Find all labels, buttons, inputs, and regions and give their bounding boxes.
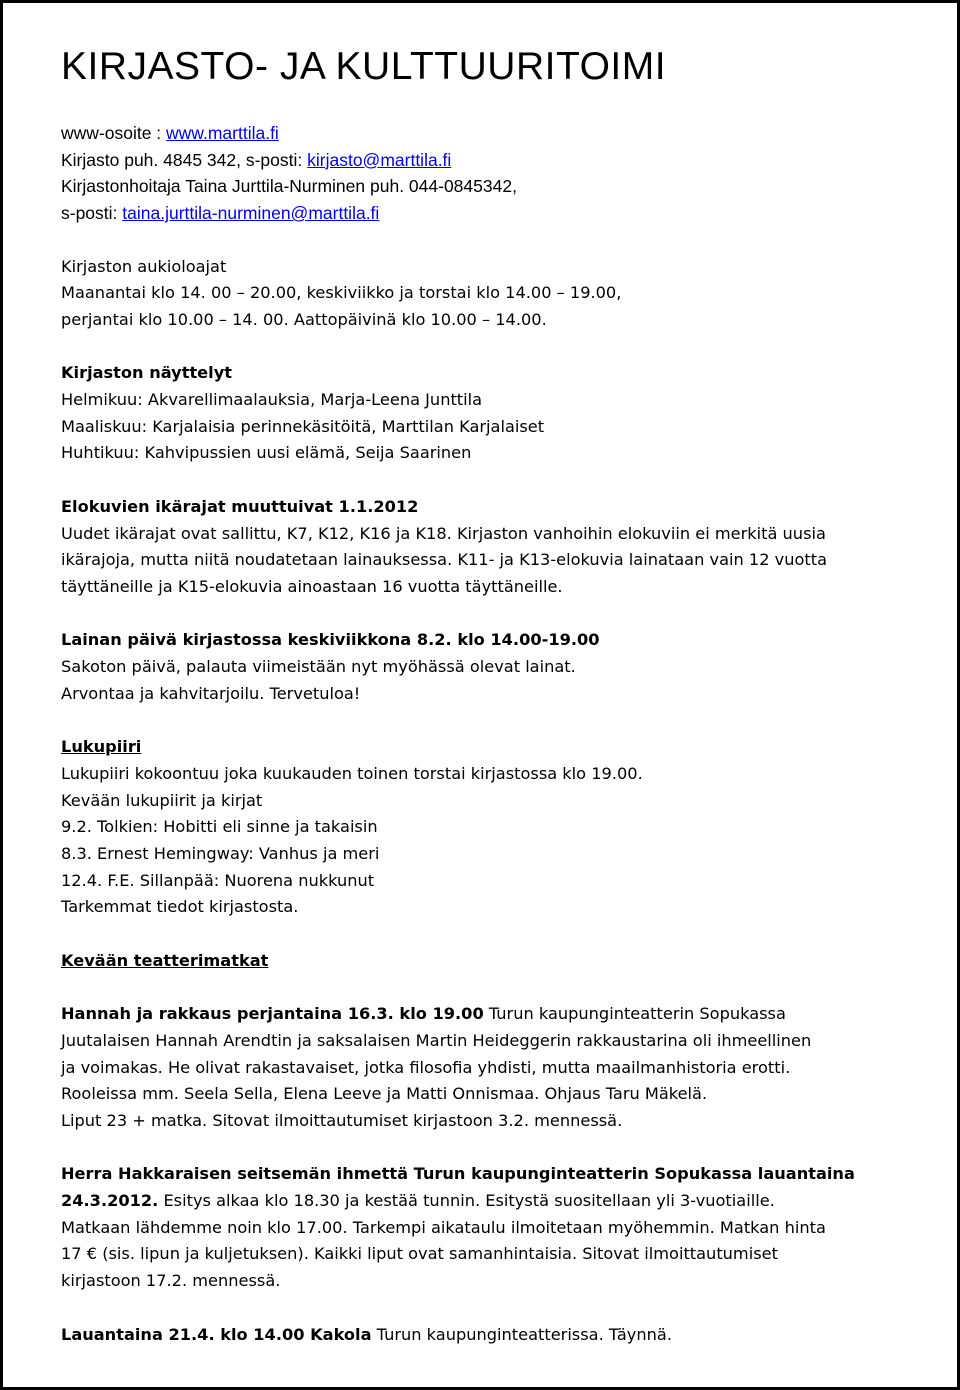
spacer [61, 921, 937, 948]
spacer [61, 467, 937, 494]
reading-circle-book: 8.3. Ernest Hemingway: Vanhus ja meri [61, 843, 380, 863]
www-label: www-osoite : [61, 123, 167, 143]
exhibitions-heading: Kirjaston näyttelyt [61, 363, 232, 383]
kakola-line [61, 1322, 937, 1349]
reading-circle-line: Tarkemmat tiedot kirjastosta. [61, 897, 299, 917]
age-limits-line: Uudet ikärajat ovat sallittu, K7, K12, K16 ja K18. Kirjaston vanhoihin elokuviin ei merkitä uusia [61, 523, 826, 543]
hannah-line: Rooleissa mm. Seela Sella, Elena Leeve ja Matti Onnismaa. Ohjaus Taru Mäkelä. [61, 1084, 708, 1104]
spacer [61, 601, 937, 628]
loan-day-heading: Lainan päivä kirjastossa keskiviikkona 8.2. klo 14.00-19.00 [61, 630, 600, 650]
hakkarainen-details: Esitys alkaa klo 18.30 ja kestää tunnin. Esitystä suositellaan yli 3-vuotiaille. [158, 1191, 775, 1210]
loan-day-line: Sakoton päivä, palauta viimeistään nyt myöhässä olevat lainat. [61, 657, 576, 676]
hakkarainen-line: Matkaan lähdemme noin klo 17.00. Tarkempi aikataulu ilmoitetaan myöhemmin. Matkan hinta [61, 1217, 826, 1237]
exhibitions-block [61, 360, 937, 467]
theatre-block [61, 948, 937, 1349]
hakkarainen-line: kirjastoon 17.2. mennessä. [61, 1271, 281, 1291]
librarian-line: Kirjastonhoitaja Taina Jurttila-Nurminen puh. 044-0845342, [61, 176, 517, 197]
phone-label: Kirjasto puh. 4845 342, s-posti: [61, 149, 308, 170]
exhibition-item: Helmikuu: Akvarellimaalauksia, Marja-Leena Junttila [61, 390, 483, 409]
hakkarainen-line: 17 € (sis. lipun ja kuljetuksen). Kaikki liput ovat samanhintaisia. Sitovat ilmoittautumiset [61, 1244, 778, 1264]
reading-circle-line: Kevään lukupiirit ja kirjat [61, 790, 263, 810]
hakkarainen-date: 24.3.2012. [61, 1191, 159, 1210]
reading-circle-block [61, 734, 937, 921]
age-limits-block [61, 494, 937, 601]
age-limits-line: täyttäneille ja K15-elokuvia ainoastaan 16 vuotta täyttäneille. [61, 576, 563, 596]
loan-day-block [61, 627, 937, 707]
spacer [61, 1295, 937, 1322]
hannah-title: Hannah ja rakkaus perjantaina 16.3. klo 19.00 [61, 1004, 484, 1024]
reading-circle-heading: Lukupiiri [61, 737, 142, 757]
hakkarainen-date-line [61, 1188, 937, 1215]
www-line [61, 120, 937, 147]
hakkarainen-title: Herra Hakkaraisen seitsemän ihmettä Turun kaupunginteatterin Sopukassa lauantaina [61, 1164, 855, 1184]
librarian-email-line [61, 200, 937, 227]
reading-circle-book: 9.2. Tolkien: Hobitti eli sinne ja takaisin [61, 817, 378, 837]
www-link[interactable]: www.marttila.fi [166, 123, 279, 143]
page-title: KIRJASTO- JA KULTTUURITOIMI [61, 45, 667, 88]
hours-heading: Kirjaston aukioloajat [61, 256, 227, 276]
reading-circle-line: Lukupiiri kokoontuu joka kuukauden toinen torstai kirjastossa klo 19.00. [61, 763, 643, 783]
librarian-email-label: s-posti: [61, 203, 123, 224]
contact-block [61, 120, 937, 227]
theatre-heading: Kevään teatterimatkat [61, 950, 269, 970]
hours-line-1: Maanantai klo 14. 00 – 20.00, keskiviikko ja torstai klo 14.00 – 19.00, [61, 283, 622, 303]
spacer [61, 334, 937, 361]
exhibition-item: Maaliskuu: Karjalaisia perinnekäsitöitä, Marttilan Karjalaiset [61, 416, 545, 436]
hannah-line: ja voimakas. He olivat rakastavaiset, jotka filosofia yhdisti, mutta maailmanhistoria erotti. [61, 1057, 791, 1077]
hannah-title-line [61, 1001, 937, 1028]
kakola-title: Lauantaina 21.4. klo 14.00 Kakola [61, 1324, 372, 1344]
reading-circle-book: 12.4. F.E. Sillanpää: Nuorena nukkunut [61, 870, 375, 890]
age-limits-line: ikärajoja, mutta niitä noudatetaan lainauksessa. K11- ja K13-elokuvia lainataan vain 12 vuotta [61, 550, 827, 570]
hannah-line: Liput 23 + matka. Sitovat ilmoittautumiset kirjastoon 3.2. mennessä. [61, 1110, 623, 1130]
spacer [61, 227, 937, 254]
kakola-details: Turun kaupunginteatterissa. Täynnä. [371, 1324, 672, 1344]
librarian-email-link[interactable]: taina.jurttila-nurminen@marttila.fi [122, 203, 380, 224]
hours-line-2: perjantai klo 10.00 – 14. 00. Aattopäivinä klo 10.00 – 14.00. [61, 309, 547, 329]
spacer [61, 707, 937, 734]
hannah-line: Juutalaisen Hannah Arendtin ja saksalaisen Martin Heideggerin rakkaustarina oli ihmeellinen [61, 1030, 812, 1050]
spacer [61, 1135, 937, 1162]
age-limits-heading: Elokuvien ikärajat muuttuivat 1.1.2012 [61, 496, 419, 516]
exhibition-item: Huhtikuu: Kahvipussien uusi elämä, Seija Saarinen [61, 443, 472, 463]
hannah-venue: Turun kaupunginteatterin Sopukassa [483, 1004, 786, 1024]
hours-block [61, 254, 937, 334]
library-email-link[interactable]: kirjasto@marttila.fi [307, 149, 452, 170]
loan-day-line: Arvontaa ja kahvitarjoilu. Tervetuloa! [61, 683, 361, 703]
phone-line [61, 147, 937, 174]
spacer [61, 974, 937, 1001]
